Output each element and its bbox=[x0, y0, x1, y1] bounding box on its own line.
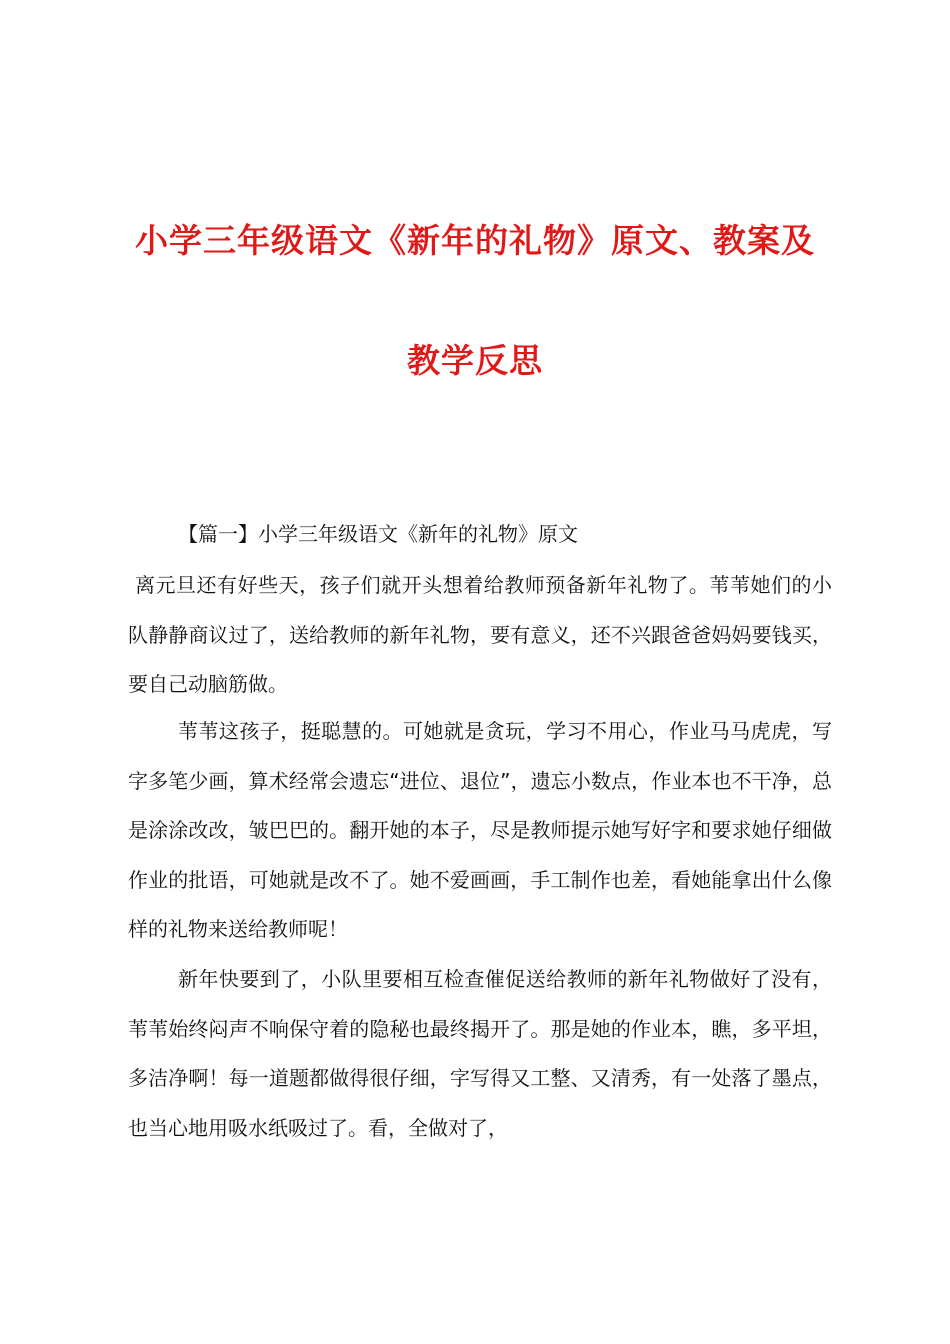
document-title-line-2: 教学反思 bbox=[407, 341, 543, 380]
body-paragraph-2: 苇苇这孩子，挺聪慧的。可她就是贪玩，学习不用心，作业马马虎虎，写字多笔少画，算术经常会遗忘“进位、退位”，遗忘小数点，作业本也不干净，总是涂涂改改，皱巴巴的。翻开她的本子，尽是教师提示她写好字和要求她仔细做作业的批语，可她就是改不了。她不爱画画，手工制作也差，看她能拿出什么像样的礼物来送给教师呢！ bbox=[128, 719, 832, 941]
document-title-line-1: 小学三年级语文《新年的礼物》原文、教案及 bbox=[135, 221, 815, 260]
body-paragraph-1: 离元旦还有好些天，孩子们就开头想着给教师预备新年礼物了。苇苇她们的小队静静商议过了，送给教师的新年礼物，要有意义，还不兴跟爸爸妈妈要钱买，要自己动脑筋做。 bbox=[128, 573, 832, 696]
body-paragraph-3: 新年快要到了，小队里要相互检查催促送给教师的新年礼物做好了没有，苇苇始终闷声不响保守着的隐秘也最终揭开了。那是她的作业本，瞧，多平坦，多洁净啊！每一道题都做得很仔细，字写得又工整、又清秀，有一处落了墨点，也当心地用吸水纸吸过了。看，全做对了， bbox=[128, 967, 832, 1140]
section-heading: 【篇一】小学三年级语文《新年的礼物》原文 bbox=[178, 522, 578, 546]
